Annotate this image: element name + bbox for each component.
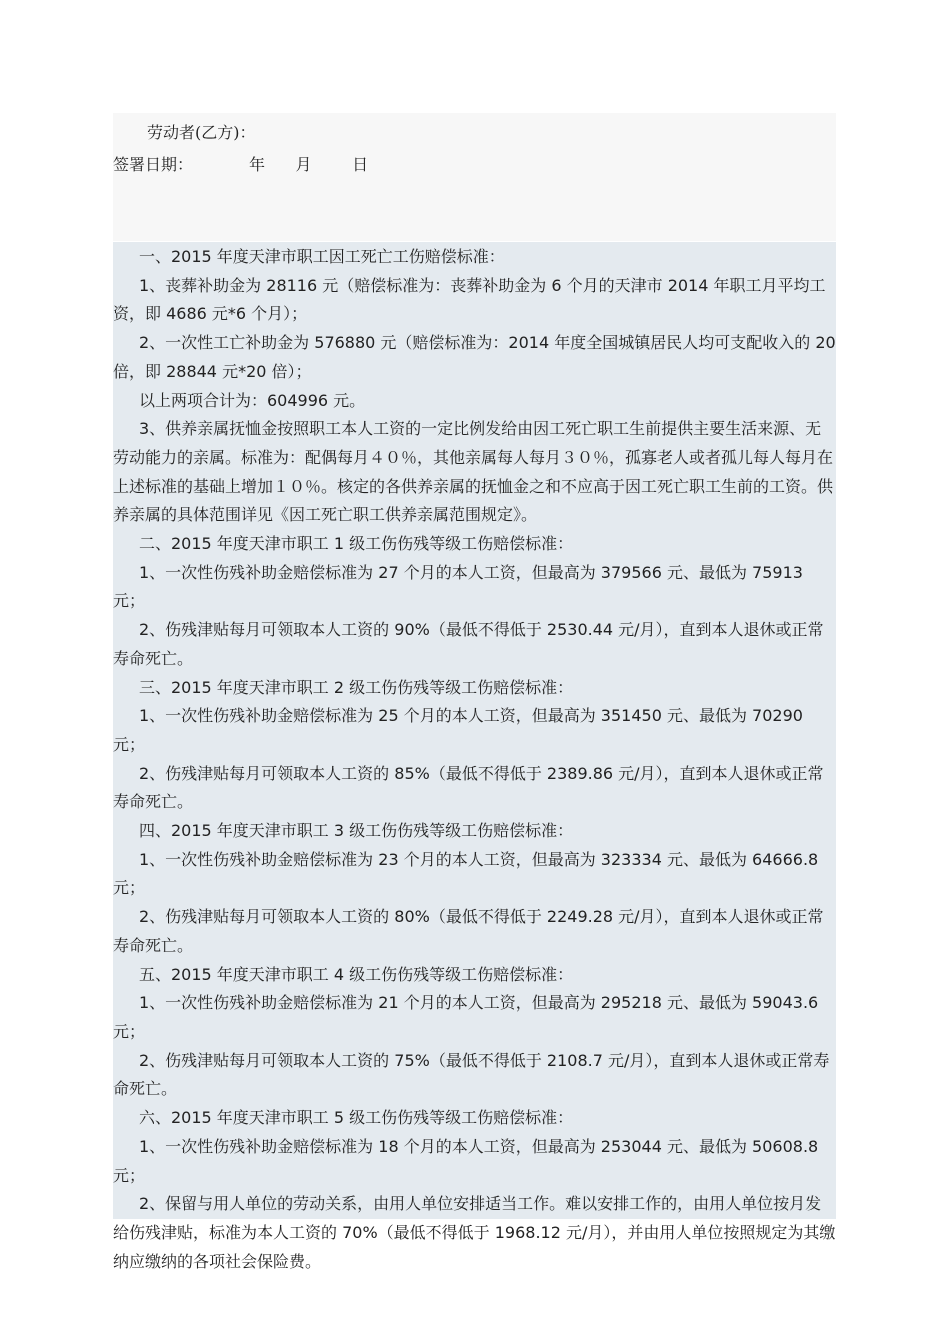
party-b-label: 劳动者(乙方)： <box>147 123 256 142</box>
paragraph-death-subsidy: 2、一次性工亡补助金为 576880 元（赔偿标准为：2014 年度全国城镇居民人均可支配收入的 20 倍，即 28844 元*20 倍）； <box>113 333 836 381</box>
paragraph-total: 以上两项合计为：604996 元。 <box>139 390 366 410</box>
section-heading-level-5: 六、2015 年度天津市职工 5 级工伤伤残等级工伤赔偿标准： <box>139 1108 574 1128</box>
signing-date-line: 签署日期： 年 月 日 <box>113 155 369 174</box>
section-heading-level-3: 四、2015 年度天津市职工 3 级工伤伤残等级工伤赔偿标准： <box>139 821 574 841</box>
paragraph-level-2-lump-sum: 1、一次性伤残补助金赔偿标准为 25 个月的本人工资，但最高为 351450 元、最低为 70290 元； <box>113 706 803 754</box>
paragraph-level-1-allowance: 2、伤残津贴每月可领取本人工资的 90%（最低不得低于 2530.44 元/月），直到本人退休或正常寿命死亡。 <box>113 620 824 668</box>
paragraph-level-2-allowance: 2、伤残津贴每月可领取本人工资的 85%（最低不得低于 2389.86 元/月），直到本人退休或正常寿命死亡。 <box>113 763 824 812</box>
section-heading-level-2: 三、2015 年度天津市职工 2 级工伤伤残等级工伤赔偿标准： <box>139 677 574 697</box>
section-heading-death: 一、2015 年度天津市职工因工死亡工伤赔偿标准： <box>139 247 505 266</box>
paragraph-level-5-lump-sum: 1、一次性伤残补助金赔偿标准为 18 个月的本人工资，但最高为 253044 元、最低为 50608.8 元； <box>113 1136 819 1185</box>
paragraph-level-5-employment: 2、保留与用人单位的劳动关系，由用人单位安排适当工作。难以安排工作的，由用人单位按月发给伤残津贴，标准为本人工资的 70%（最低不得低于 1968.12 元/月），并由用人单位按照规定为其缴纳应缴纳的各项社会保险费。 <box>113 1194 836 1271</box>
paragraph-level-1-lump-sum: 1、一次性伤残补助金赔偿标准为 27 个月的本人工资，但最高为 379566 元、最低为 75913 元； <box>113 562 803 611</box>
paragraph-funeral-subsidy: 1、丧葬补助金为 28116 元（赔偿标准为：丧葬补助金为 6 个月的天津市 2014 年职工月平均工资，即 4686 元*6 个月）； <box>113 275 826 324</box>
paragraph-dependent-pension: 3、供养亲属抚恤金按照职工本人工资的一定比例发给由因工死亡职工生前提供主要生活来源、无劳动能力的亲属。标准为：配偶每月４０％，其他亲属每人每月３０％，孤寡老人或者孤儿每人每月在上述标准的基础上增加１０％。核定的各供养亲属的抚恤金之和不应高于因工死亡职工生前的工资。供养亲属的具体范围详见《因工死亡职工供养亲属范围规定》。 <box>113 419 834 525</box>
paragraph-level-3-allowance: 2、伤残津贴每月可领取本人工资的 80%（最低不得低于 2249.28 元/月），直到本人退休或正常寿命死亡。 <box>113 907 824 955</box>
signature-block <box>113 113 836 241</box>
section-heading-level-4: 五、2015 年度天津市职工 4 级工伤伤残等级工伤赔偿标准： <box>139 964 574 984</box>
compensation-standards-section <box>113 242 836 1271</box>
paragraph-level-4-lump-sum: 1、一次性伤残补助金赔偿标准为 21 个月的本人工资，但最高为 295218 元、最低为 59043.6 元； <box>113 993 819 1041</box>
section-heading-level-1: 二、2015 年度天津市职工 1 级工伤伤残等级工伤赔偿标准： <box>139 534 574 554</box>
paragraph-level-3-lump-sum: 1、一次性伤残补助金赔偿标准为 23 个月的本人工资，但最高为 323334 元、最低为 64666.8 元； <box>113 849 819 898</box>
paragraph-level-4-allowance: 2、伤残津贴每月可领取本人工资的 75%（最低不得低于 2108.7 元/月），直到本人退休或正常寿命死亡。 <box>113 1050 830 1099</box>
